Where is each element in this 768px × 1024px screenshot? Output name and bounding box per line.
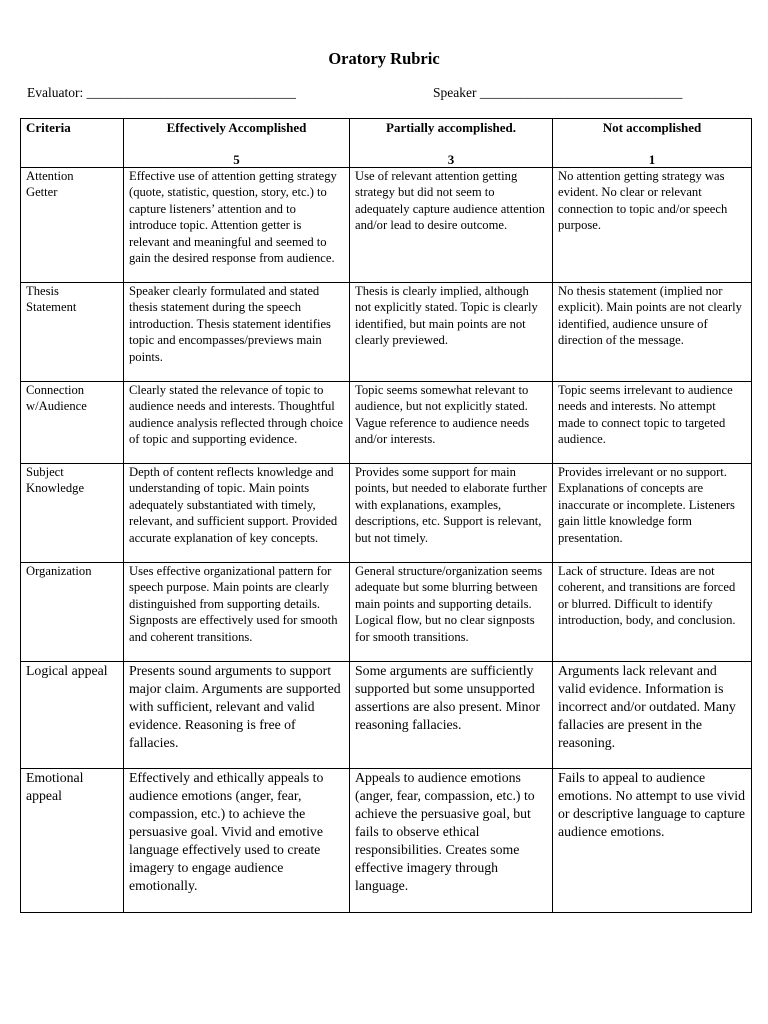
table-row (21, 769, 752, 913)
criteria-label: appeal (26, 788, 63, 803)
criteria-label: Knowledge (26, 481, 85, 496)
header-label: Partially accomplished. (386, 120, 516, 135)
partial-cell: Topic seems somewhat relevant to audience, but not explicitly stated. Vague reference to audience needs and/or interests. (350, 382, 553, 464)
effective-cell: Uses effective organizational pattern for speech purpose. Main points are clearly distinguished from supporting details. Signposts are effectively used for smooth and coherent transitions. (124, 563, 350, 662)
table-row (21, 563, 752, 662)
effective-cell: Depth of content reflects knowledge and understanding of topic. Main points adequately substantiated with timely, relevant, and sufficient support. Provided accurate explanation of key concepts. (124, 464, 350, 563)
speaker-line: Speaker ______________________________ (433, 85, 683, 100)
criteria-label: Attention (26, 169, 74, 183)
criteria-cell (21, 168, 124, 283)
criteria-cell (21, 769, 124, 913)
partial-cell: Some arguments are sufficiently supported but some unsupported assertions are also present. Minor reasoning fallacies. (350, 662, 553, 769)
partial-cell: Use of relevant attention getting strategy but did not seem to adequately capture audience attention and/or lead to desire outcome. (350, 168, 553, 283)
partial-cell: Provides some support for main points, but needed to elaborate further with explanations, examples, descriptions, etc. Support is relevant, but not timely. (350, 464, 553, 563)
header-score: 5 (233, 152, 240, 167)
not-cell: Arguments lack relevant and valid evidence. Information is incorrect and/or outdated. Many fallacies are present in the reasoning. (553, 662, 752, 769)
header-label: Criteria (26, 120, 71, 135)
criteria-label: Organization (26, 564, 92, 578)
criteria-label: Statement (26, 300, 77, 315)
criteria-label: Getter (26, 185, 58, 200)
header-not (553, 119, 752, 168)
not-cell: Topic seems irrelevant to audience needs and interests. No attempt made to connect topic to targeted audience. (553, 382, 752, 464)
criteria-label: Connection (26, 383, 85, 397)
effective-cell: Presents sound arguments to support major claim. Arguments are supported with sufficient, relevant and valid evidence. Reasoning is free of fallacies. (124, 662, 350, 769)
criteria-label: Subject (26, 465, 64, 479)
header-score: 1 (648, 152, 656, 167)
header-criteria (21, 119, 124, 168)
table-row (21, 464, 752, 563)
partial-cell: Appeals to audience emotions (anger, fear, compassion, etc.) to achieve the persuasive goal, but fails to observe ethical responsibilities. Creates some effective imagery through language. (350, 769, 553, 913)
effective-cell: Effectively and ethically appeals to audience emotions (anger, fear, compassion, etc.) to achieve the persuasive goal. Vivid and emotive language effectively used to create imagery to engage audience emotionally. (124, 769, 350, 913)
evaluator-line: Evaluator: _______________________________ (27, 85, 296, 100)
not-cell: No thesis statement (implied nor explicit). Main points are not clearly identified, audience unsure of direction of the message. (553, 283, 752, 382)
table-row (21, 168, 752, 283)
document-title: Oratory Rubric (328, 49, 440, 68)
effective-cell: Speaker clearly formulated and stated thesis statement during the speech introduction. Thesis statement identifies topic and encompasses/previews main points. (124, 283, 350, 382)
criteria-cell (21, 382, 124, 464)
header-partial (350, 119, 553, 168)
criteria-label: Logical appeal (26, 663, 108, 678)
criteria-label: Emotional (26, 770, 84, 785)
criteria-cell (21, 662, 124, 769)
criteria-cell (21, 283, 124, 382)
rubric-table (20, 118, 752, 913)
not-cell: Fails to appeal to audience emotions. No attempt to use vivid or descriptive language to capture audience emotions. (553, 769, 752, 913)
effective-cell: Effective use of attention getting strategy (quote, statistic, question, story, etc.) to capture listeners’ attention and to introduce topic. Attention getter is relevant and meaningful and seemed to gain the desired response from audience. (124, 168, 350, 283)
criteria-label: Thesis (26, 284, 59, 298)
header-row (21, 119, 752, 168)
partial-cell: General structure/organization seems adequate but some blurring between main points and supporting details. Logical flow, but no clear signposts for smooth transitions. (350, 563, 553, 662)
header-label: Effectively Accomplished (166, 120, 307, 135)
not-cell: Lack of structure. Ideas are not coherent, and transitions are forced or blurred. Difficult to identify introduction, body, and conclusion. (553, 563, 752, 662)
effective-cell: Clearly stated the relevance of topic to audience needs and interests. Thoughtful audience analysis reflected through choice of topic and supporting evidence. (124, 382, 350, 464)
criteria-cell (21, 464, 124, 563)
criteria-cell (21, 563, 124, 662)
header-score: 3 (447, 152, 455, 167)
not-cell: Provides irrelevant or no support. Explanations of concepts are inaccurate or incomplete. Listeners gain little knowledge form presentation. (553, 464, 752, 563)
criteria-label: w/Audience (26, 399, 87, 414)
table-row (21, 662, 752, 769)
table-row (21, 283, 752, 382)
header-label: Not accomplished (602, 120, 702, 135)
partial-cell: Thesis is clearly implied, although not explicitly stated. Topic is clearly identified, but main points are not clearly previewed. (350, 283, 553, 382)
header-effective (124, 119, 350, 168)
table-row (21, 382, 752, 464)
not-cell: No attention getting strategy was evident. No clear or relevant connection to topic and/or speech purpose. (553, 168, 752, 283)
